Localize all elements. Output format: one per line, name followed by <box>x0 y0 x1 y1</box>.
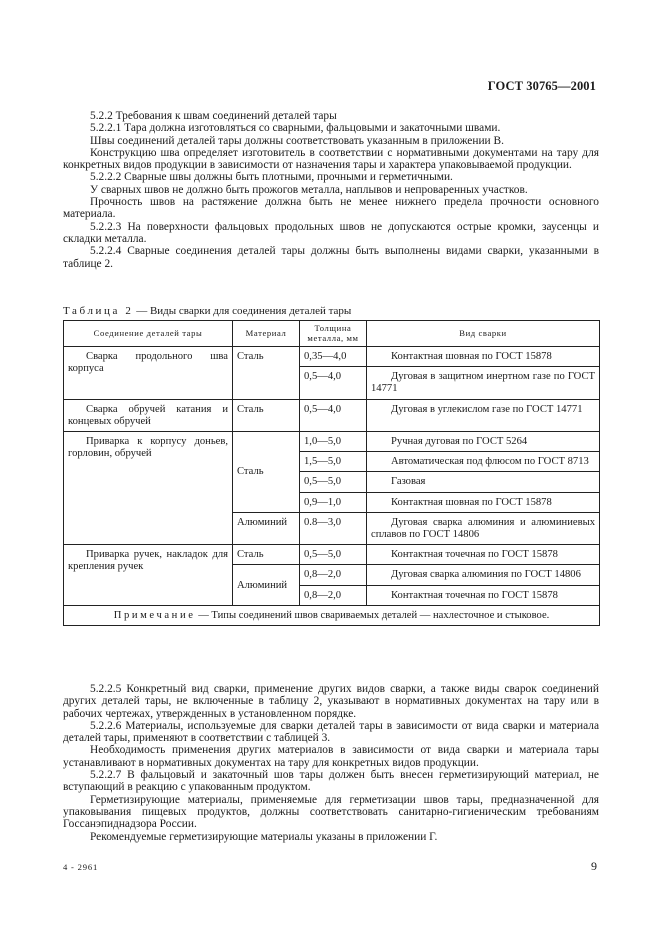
cell-weld-type: Автоматическая под флюсом по ГОСТ 8713 <box>367 452 600 472</box>
paragraph: 5.2.2.2 Сварные швы должны быть плотными, прочными и герметичными. <box>90 171 453 184</box>
cell-material: Алюминий <box>233 512 300 544</box>
document-standard-header: ГОСТ 30765—2001 <box>487 79 596 93</box>
table-row <box>64 545 600 565</box>
section-text-top <box>63 110 599 270</box>
paragraph: 5.2.2.6 Материалы, используемые для сварки деталей тары в зависимости от вида сварки и материала деталей тары, применяют в соответствии с таблицей 3. <box>63 719 599 745</box>
cell-joint: Сварка продольного шва корпуса <box>64 347 233 400</box>
cell-weld-type: Дуговая сварка алюминия и алюминиевых сплавов по ГОСТ 14806 <box>367 512 600 544</box>
cell-thickness: 0,5—4,0 <box>300 399 367 431</box>
cell-weld-type: Газовая <box>367 472 600 492</box>
cell-weld-type: Контактная точечная по ГОСТ 15878 <box>367 545 600 565</box>
cell-material: Сталь <box>233 545 300 565</box>
paragraph: 5.2.2 Требования к швам соединений деталей тары <box>90 110 337 122</box>
table-caption-text: — Виды сварки для соединения деталей тары <box>136 305 352 317</box>
cell-weld-type: Ручная дуговая по ГОСТ 5264 <box>367 432 600 452</box>
table-note-label: Примечание <box>113 609 196 621</box>
table-row <box>64 347 600 367</box>
table-note-row <box>64 605 600 625</box>
paragraph: У сварных швов не должно быть прожогов металла, наплывов и непроваренных участков. <box>90 183 528 196</box>
cell-thickness: 0,5—5,0 <box>300 472 367 492</box>
paragraph: Необходимость применения других материалов в зависимости от вида сварки и материала тары устанавливают в нормативных документах на тару для конкретных видов продукции. <box>63 744 599 769</box>
table-caption <box>63 305 351 317</box>
cell-weld-type: Дуговая в углекислом газе по ГОСТ 14771 <box>367 399 600 431</box>
section-text-bottom <box>63 683 599 843</box>
cell-thickness: 0,35—4,0 <box>300 347 367 367</box>
paragraph: 5.2.2.4 Сварные соединения деталей тары должны быть выполнены видами сварки, указанными в таблице 2. <box>63 245 599 270</box>
header-weld-type: Вид сварки <box>367 321 600 347</box>
paragraph: Рекомендуемые герметизирующие материалы указаны в приложении Г. <box>90 830 438 843</box>
cell-joint: Приварка ручек, накладок для крепления ручек <box>64 545 233 606</box>
print-code: 4 - 2961 <box>63 862 99 872</box>
header-material: Материал <box>233 321 300 347</box>
cell-thickness: 0.8—3,0 <box>300 512 367 544</box>
cell-thickness: 0,5—5,0 <box>300 545 367 565</box>
cell-thickness: 0,5—4,0 <box>300 367 367 399</box>
cell-material: Сталь <box>233 432 300 513</box>
cell-weld-type: Контактная шовная по ГОСТ 15878 <box>367 492 600 512</box>
paragraph: 5.2.2.7 В фальцовый и закаточный шов тары должен быть внесен герметизирующий материал, не вступающий в реакцию с упакованным продуктом. <box>63 769 599 794</box>
cell-thickness: 1,0—5,0 <box>300 432 367 452</box>
paragraph: 5.2.2.3 На поверхности фальцовых продольных швов не допускаются острые кромки, заусенцы и складки металла. <box>63 220 599 245</box>
paragraph: Конструкцию шва определяет изготовитель в соответствии с нормативными документами на тару для конкретных видов продукции в зависимости от назначения тары и характера упаковываемой продукции. <box>63 146 599 172</box>
paragraph: 5.2.2.1 Тара должна изготовляться со сварными, фальцовыми и закаточными швами. <box>90 122 501 135</box>
cell-thickness: 0,8—2,0 <box>300 585 367 605</box>
cell-weld-type: Контактная шовная по ГОСТ 15878 <box>367 347 600 367</box>
cell-thickness: 0,9—1,0 <box>300 492 367 512</box>
paragraph: 5.2.2.5 Конкретный вид сварки, применение других видов сварки, а также виды сварок соединений других деталей тары, не включенные в таблицу 2, указывают в нормативных документах на тару или в рабочих чертежах, утвержденных в установленном порядке. <box>63 683 599 720</box>
cell-material: Сталь <box>233 347 300 400</box>
page-number: 9 <box>591 859 597 873</box>
paragraph: Герметизирующие материалы, применяемые для герметизации швов тары, предназначенной для упаковывания пищевых продуктов, должны соответствовать санитарно-гигиеническим требованиям Госсанэпиднадзора России. <box>63 793 599 831</box>
cell-joint: Приварка к корпусу доньев, горловин, обручей <box>64 432 233 545</box>
table-note-text: — Типы соединений швов свариваемых деталей — нахлесточное и стыковое. <box>198 609 550 621</box>
table-row <box>64 432 600 452</box>
cell-weld-type: Дуговая в защитном инертном газе по ГОСТ 14771 <box>367 367 600 399</box>
table-row <box>64 399 600 431</box>
table-caption-label: Таблица 2 <box>63 305 134 317</box>
table-header-row <box>64 321 600 347</box>
cell-material: Алюминий <box>233 565 300 605</box>
header-joint: Соединение деталей тары <box>64 321 233 347</box>
cell-thickness: 1,5—5,0 <box>300 452 367 472</box>
header-thickness: Толщина металла, мм <box>300 321 367 347</box>
cell-weld-type: Контактная точечная по ГОСТ 15878 <box>367 585 600 605</box>
table-note <box>64 605 600 625</box>
cell-material: Сталь <box>233 399 300 431</box>
cell-thickness: 0,8—2,0 <box>300 565 367 585</box>
cell-weld-type: Дуговая сварка алюминия по ГОСТ 14806 <box>367 565 600 585</box>
welding-types-table <box>63 320 600 626</box>
paragraph: Прочность швов на растяжение должна быть не менее нижнего предела прочности основного материала. <box>63 196 599 221</box>
cell-joint: Сварка обручей катания и концевых обручей <box>64 399 233 431</box>
paragraph: Швы соединений деталей тары должны соответствовать указанным в приложении В. <box>90 134 504 147</box>
